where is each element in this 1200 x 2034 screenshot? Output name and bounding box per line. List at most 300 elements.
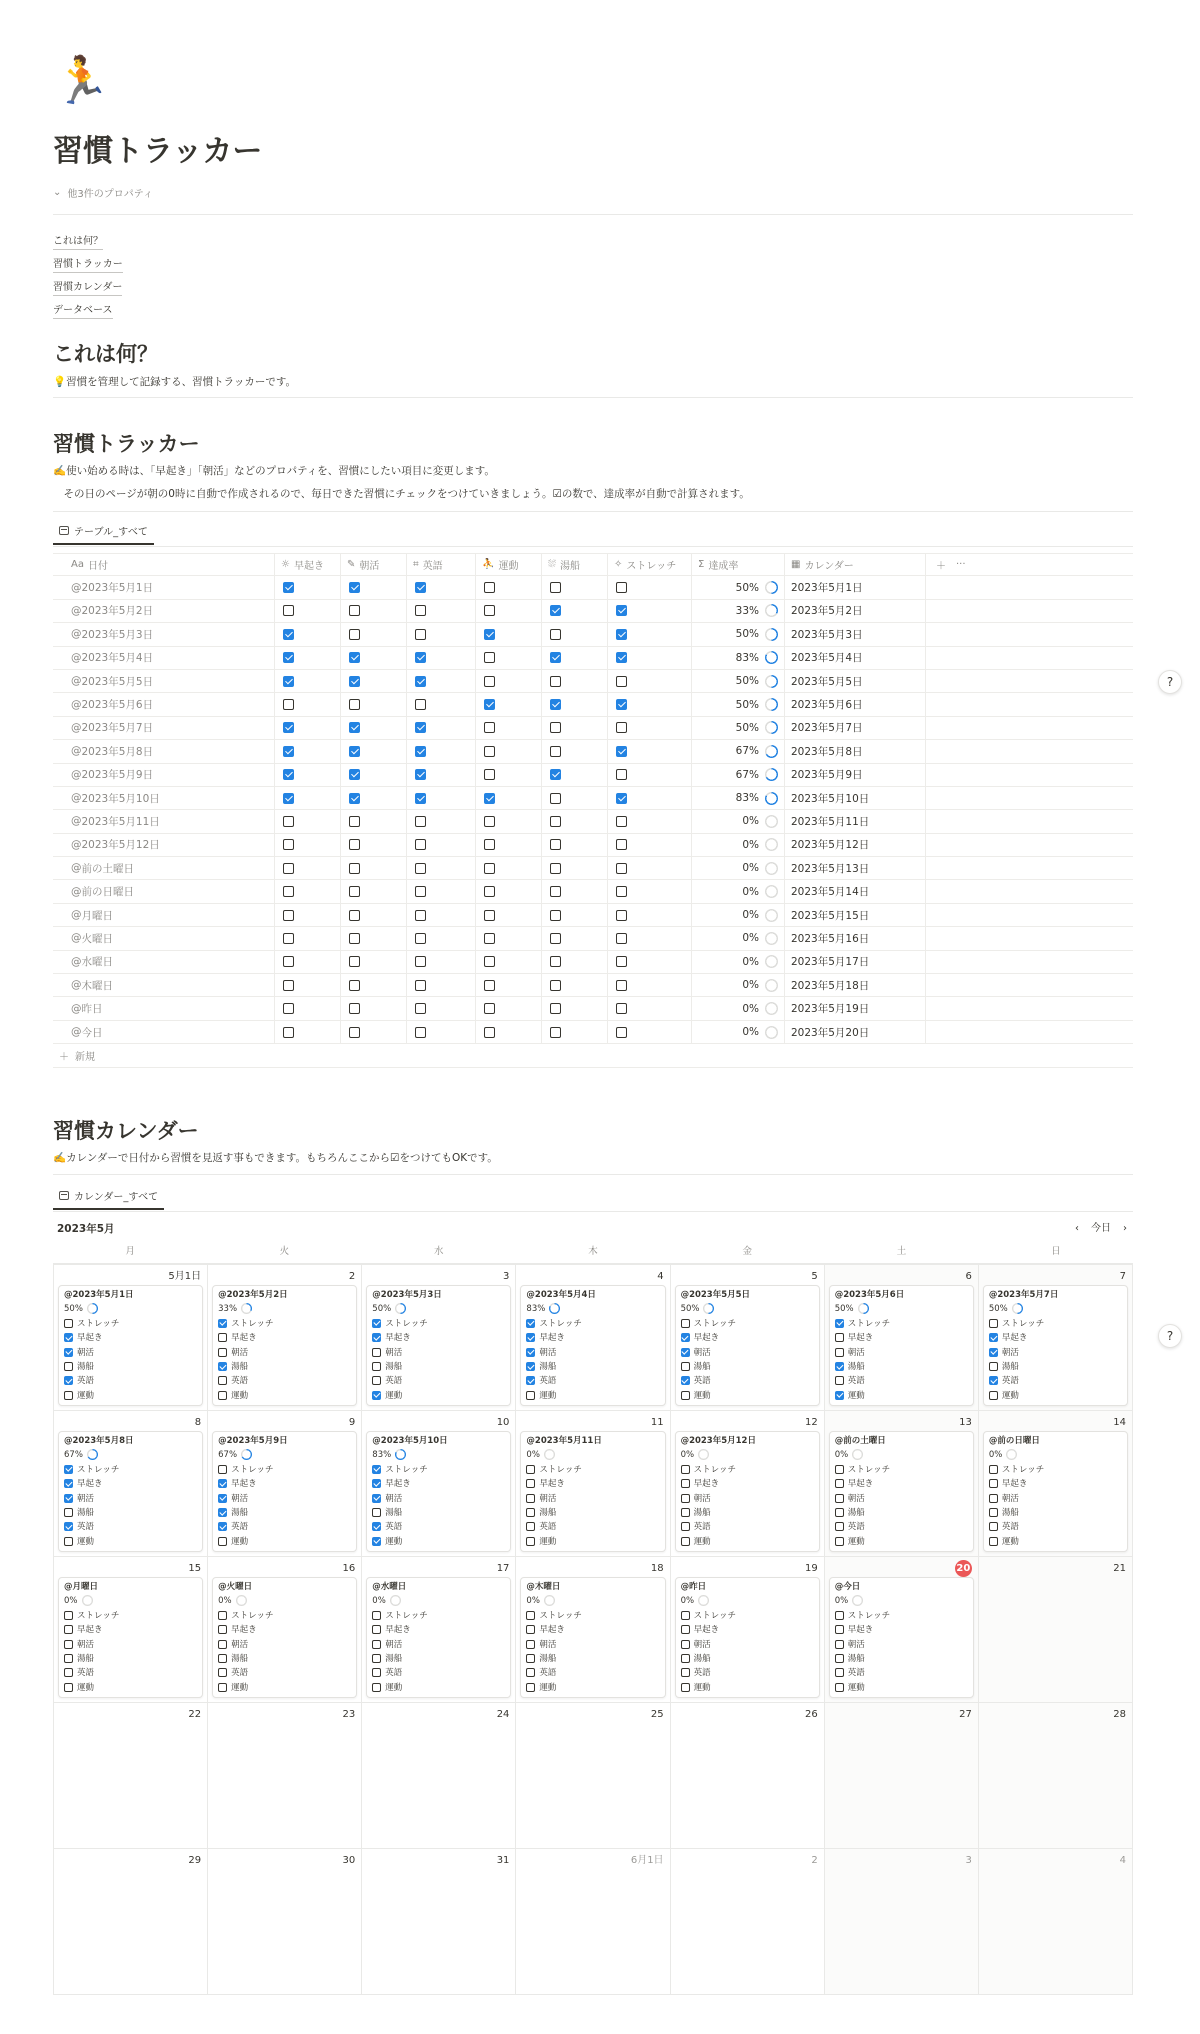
toc-link[interactable]: データベース [53,303,113,319]
habit-checkbox[interactable] [283,816,294,827]
add-column-icon[interactable]: ＋ [936,561,946,573]
calendar-card[interactable] [520,1577,665,1698]
habit-checkbox[interactable] [349,722,360,733]
calendar-date-cell[interactable] [785,693,926,715]
habit-checkbox[interactable] [283,863,294,874]
habit-checkbox[interactable] [349,676,360,687]
habit-checkbox[interactable] [283,652,294,663]
calendar-day[interactable] [671,1703,825,1848]
habit-checkbox[interactable] [218,1683,227,1692]
date-mention[interactable]: 2023年5月9日 [81,769,154,782]
habit-checkbox[interactable] [415,1027,426,1038]
habit-checkbox[interactable] [681,1537,690,1546]
habit-checkbox[interactable] [283,980,294,991]
habit-checkbox[interactable] [550,652,561,663]
habit-checkbox[interactable] [349,582,360,593]
calendar-day[interactable] [825,1557,979,1702]
calendar-day[interactable] [671,1557,825,1702]
habit-checkbox[interactable] [484,933,495,944]
habit-checkbox[interactable] [349,933,360,944]
habit-checkbox[interactable] [484,652,495,663]
habit-checkbox[interactable] [484,769,495,780]
date-cell[interactable] [53,693,275,715]
habit-checkbox[interactable] [64,1376,73,1385]
date-mention[interactable]: 前の日曜日 [81,886,134,899]
date-mention[interactable]: 2023年5月5日 [81,675,154,688]
habit-checkbox[interactable] [835,1479,844,1488]
calendar-day[interactable] [53,1265,208,1410]
table-row[interactable] [53,974,1133,997]
date-cell[interactable] [53,647,275,669]
calendar-card[interactable] [829,1577,974,1698]
habit-checkbox[interactable] [349,699,360,710]
habit-checkbox[interactable] [218,1465,227,1474]
calendar-card[interactable] [58,1577,203,1698]
habit-checkbox[interactable] [616,699,627,710]
calendar-date-cell[interactable] [785,997,926,1019]
date-mention[interactable]: 水曜日 [81,956,113,969]
habit-checkbox[interactable] [349,886,360,897]
habit-checkbox[interactable] [415,793,426,804]
column-header-exercise[interactable] [476,554,542,575]
habit-checkbox[interactable] [218,1654,227,1663]
habit-checkbox[interactable] [616,793,627,804]
date-mention[interactable]: 2023年5月7日 [81,722,154,735]
habit-checkbox[interactable] [484,956,495,967]
habit-checkbox[interactable] [349,816,360,827]
habit-checkbox[interactable] [526,1537,535,1546]
column-header-stretch[interactable] [608,554,692,575]
habit-checkbox[interactable] [526,1479,535,1488]
column-header-english[interactable] [407,554,476,575]
habit-checkbox[interactable] [681,1683,690,1692]
habit-checkbox[interactable] [349,839,360,850]
habit-checkbox[interactable] [989,1522,998,1531]
habit-checkbox[interactable] [550,793,561,804]
habit-checkbox[interactable] [283,769,294,780]
calendar-card[interactable] [520,1285,665,1406]
habit-checkbox[interactable] [550,746,561,757]
habit-checkbox[interactable] [64,1683,73,1692]
habit-checkbox[interactable] [349,746,360,757]
habit-checkbox[interactable] [484,676,495,687]
table-row[interactable] [53,857,1133,880]
habit-checkbox[interactable] [64,1668,73,1677]
habit-checkbox[interactable] [616,652,627,663]
habit-checkbox[interactable] [64,1465,73,1474]
table-row[interactable] [53,951,1133,974]
habit-checkbox[interactable] [64,1362,73,1371]
habit-checkbox[interactable] [526,1522,535,1531]
habit-checkbox[interactable] [681,1668,690,1677]
habit-checkbox[interactable] [835,1668,844,1677]
date-cell[interactable] [53,600,275,622]
column-header-calendar[interactable] [785,554,926,575]
calendar-day[interactable] [979,1265,1133,1410]
habit-checkbox[interactable] [484,886,495,897]
date-cell[interactable] [53,717,275,739]
habit-checkbox[interactable] [681,1654,690,1663]
calendar-card[interactable] [520,1431,665,1552]
habit-checkbox[interactable] [681,1625,690,1634]
calendar-day[interactable] [362,1849,516,1994]
table-row[interactable] [53,600,1133,623]
calendar-day[interactable] [825,1411,979,1556]
date-mention[interactable]: 2023年5月10日 [81,792,160,805]
habit-checkbox[interactable] [349,652,360,663]
habit-checkbox[interactable] [218,1611,227,1620]
habit-checkbox[interactable] [484,793,495,804]
habit-checkbox[interactable] [835,1654,844,1663]
table-row[interactable] [53,740,1133,763]
date-mention[interactable]: 2023年5月2日 [81,605,154,618]
habit-checkbox[interactable] [835,1611,844,1620]
calendar-card[interactable] [366,1285,511,1406]
habit-checkbox[interactable] [64,1640,73,1649]
habit-checkbox[interactable] [550,956,561,967]
habit-checkbox[interactable] [550,910,561,921]
date-cell[interactable] [53,740,275,762]
more-icon[interactable]: ··· [956,559,966,571]
column-header-rate[interactable] [692,554,785,575]
habit-checkbox[interactable] [681,1611,690,1620]
column-header-morning[interactable] [341,554,407,575]
habit-checkbox[interactable] [835,1537,844,1546]
habit-checkbox[interactable] [415,839,426,850]
habit-checkbox[interactable] [283,629,294,640]
habit-checkbox[interactable] [484,722,495,733]
help-button[interactable]: ? [1158,670,1182,694]
habit-checkbox[interactable] [484,1003,495,1014]
new-row-button[interactable] [53,1044,1133,1068]
habit-checkbox[interactable] [64,1611,73,1620]
habit-checkbox[interactable] [218,1522,227,1531]
date-mention[interactable]: 2023年5月1日 [81,582,154,595]
habit-checkbox[interactable] [616,839,627,850]
habit-checkbox[interactable] [283,605,294,616]
calendar-day[interactable] [671,1849,825,1994]
habit-checkbox[interactable] [526,1668,535,1677]
habit-checkbox[interactable] [349,629,360,640]
habit-checkbox[interactable] [526,1333,535,1342]
calendar-date-cell[interactable] [785,857,926,879]
habit-checkbox[interactable] [372,1522,381,1531]
calendar-card[interactable] [212,1577,357,1698]
habit-checkbox[interactable] [372,1333,381,1342]
habit-checkbox[interactable] [349,1027,360,1038]
habit-checkbox[interactable] [526,1494,535,1503]
table-row[interactable] [53,810,1133,833]
calendar-date-cell[interactable] [785,834,926,856]
date-mention[interactable]: 月曜日 [81,909,113,922]
calendar-day[interactable] [516,1557,670,1702]
habit-checkbox[interactable] [64,1494,73,1503]
table-view-tab[interactable] [53,517,154,545]
habit-checkbox[interactable] [681,1465,690,1474]
habit-checkbox[interactable] [64,1654,73,1663]
habit-checkbox[interactable] [681,1640,690,1649]
calendar-date-cell[interactable] [785,764,926,786]
habit-checkbox[interactable] [484,699,495,710]
habit-checkbox[interactable] [550,933,561,944]
habit-checkbox[interactable] [415,863,426,874]
calendar-date-cell[interactable] [785,787,926,809]
habit-checkbox[interactable] [484,1027,495,1038]
habit-checkbox[interactable] [64,1333,73,1342]
habit-checkbox[interactable] [349,605,360,616]
habit-checkbox[interactable] [835,1465,844,1474]
chevron-right-icon[interactable]: › [1123,1223,1127,1234]
calendar-day[interactable] [208,1557,362,1702]
habit-checkbox[interactable] [989,1508,998,1517]
habit-checkbox[interactable] [218,1362,227,1371]
habit-checkbox[interactable] [64,1479,73,1488]
table-row[interactable] [53,997,1133,1020]
habit-checkbox[interactable] [835,1348,844,1357]
habit-checkbox[interactable] [349,910,360,921]
calendar-date-cell[interactable] [785,951,926,973]
calendar-card[interactable] [829,1431,974,1552]
habit-checkbox[interactable] [681,1333,690,1342]
habit-checkbox[interactable] [484,863,495,874]
habit-checkbox[interactable] [372,1537,381,1546]
habit-checkbox[interactable] [415,816,426,827]
habit-checkbox[interactable] [372,1362,381,1371]
habit-checkbox[interactable] [64,1537,73,1546]
column-header-bath[interactable] [542,554,608,575]
habit-checkbox[interactable] [616,746,627,757]
habit-checkbox[interactable] [415,769,426,780]
date-cell[interactable] [53,623,275,645]
date-cell[interactable] [53,670,275,692]
habit-checkbox[interactable] [616,933,627,944]
calendar-card[interactable] [675,1577,820,1698]
habit-checkbox[interactable] [218,1319,227,1328]
habit-checkbox[interactable] [283,582,294,593]
habit-checkbox[interactable] [681,1479,690,1488]
table-row[interactable] [53,576,1133,599]
date-mention[interactable]: 木曜日 [81,979,113,992]
habit-checkbox[interactable] [349,980,360,991]
habit-checkbox[interactable] [218,1348,227,1357]
habit-checkbox[interactable] [550,722,561,733]
habit-checkbox[interactable] [484,746,495,757]
habit-checkbox[interactable] [484,605,495,616]
habit-checkbox[interactable] [415,699,426,710]
habit-checkbox[interactable] [616,816,627,827]
table-row[interactable] [53,693,1133,716]
habit-checkbox[interactable] [283,1027,294,1038]
calendar-date-cell[interactable] [785,740,926,762]
date-cell[interactable] [53,880,275,902]
habit-checkbox[interactable] [989,1376,998,1385]
habit-checkbox[interactable] [415,582,426,593]
date-cell[interactable] [53,927,275,949]
habit-checkbox[interactable] [526,1611,535,1620]
habit-checkbox[interactable] [550,676,561,687]
habit-checkbox[interactable] [616,1027,627,1038]
habit-checkbox[interactable] [283,910,294,921]
habit-checkbox[interactable] [550,863,561,874]
table-row[interactable] [53,787,1133,810]
habit-checkbox[interactable] [415,652,426,663]
habit-checkbox[interactable] [681,1319,690,1328]
habit-checkbox[interactable] [835,1494,844,1503]
calendar-day[interactable] [671,1265,825,1410]
habit-checkbox[interactable] [526,1654,535,1663]
habit-checkbox[interactable] [283,722,294,733]
calendar-date-cell[interactable] [785,1021,926,1043]
column-header-date[interactable] [53,554,275,575]
habit-checkbox[interactable] [372,1348,381,1357]
calendar-day[interactable] [362,1703,516,1848]
calendar-day[interactable] [208,1411,362,1556]
page-title[interactable]: 習慣トラッカー [53,134,263,169]
habit-checkbox[interactable] [681,1508,690,1517]
calendar-day[interactable] [516,1849,670,1994]
habit-checkbox[interactable] [550,839,561,850]
calendar-card[interactable] [212,1285,357,1406]
habit-checkbox[interactable] [415,605,426,616]
date-mention[interactable]: 2023年5月12日 [81,839,160,852]
calendar-card[interactable] [366,1577,511,1698]
habit-checkbox[interactable] [372,1611,381,1620]
habit-checkbox[interactable] [372,1479,381,1488]
habit-checkbox[interactable] [415,956,426,967]
habit-checkbox[interactable] [349,769,360,780]
habit-checkbox[interactable] [616,1003,627,1014]
calendar-day[interactable] [208,1265,362,1410]
habit-checkbox[interactable] [415,676,426,687]
date-mention[interactable]: 2023年5月8日 [81,745,154,758]
habit-checkbox[interactable] [283,793,294,804]
toc-link[interactable]: 習慣トラッカー [53,257,123,273]
habit-checkbox[interactable] [218,1625,227,1634]
habit-checkbox[interactable] [372,1376,381,1385]
table-row[interactable] [53,904,1133,927]
habit-checkbox[interactable] [372,1668,381,1677]
habit-checkbox[interactable] [616,886,627,897]
date-cell[interactable] [53,810,275,832]
habit-checkbox[interactable] [616,629,627,640]
habit-checkbox[interactable] [526,1348,535,1357]
calendar-day[interactable] [208,1849,362,1994]
habit-checkbox[interactable] [989,1333,998,1342]
habit-checkbox[interactable] [484,980,495,991]
calendar-day[interactable] [362,1411,516,1556]
habit-checkbox[interactable] [484,629,495,640]
habit-checkbox[interactable] [218,1479,227,1488]
calendar-date-cell[interactable] [785,810,926,832]
calendar-date-cell[interactable] [785,880,926,902]
habit-checkbox[interactable] [835,1508,844,1517]
calendar-day[interactable] [825,1703,979,1848]
table-row[interactable] [53,927,1133,950]
calendar-date-cell[interactable] [785,576,926,598]
date-mention[interactable]: 2023年5月4日 [81,652,154,665]
habit-checkbox[interactable] [835,1683,844,1692]
habit-checkbox[interactable] [681,1376,690,1385]
date-cell[interactable] [53,857,275,879]
calendar-day[interactable] [516,1265,670,1410]
habit-checkbox[interactable] [989,1319,998,1328]
habit-checkbox[interactable] [616,769,627,780]
habit-checkbox[interactable] [484,910,495,921]
habit-checkbox[interactable] [64,1625,73,1634]
date-cell[interactable] [53,764,275,786]
habit-checkbox[interactable] [616,722,627,733]
habit-checkbox[interactable] [526,1625,535,1634]
habit-checkbox[interactable] [616,956,627,967]
habit-checkbox[interactable] [526,1508,535,1517]
habit-checkbox[interactable] [526,1683,535,1692]
habit-checkbox[interactable] [415,933,426,944]
habit-checkbox[interactable] [64,1508,73,1517]
habit-checkbox[interactable] [835,1640,844,1649]
date-mention[interactable]: 前の土曜日 [81,862,134,875]
habit-checkbox[interactable] [526,1362,535,1371]
date-mention[interactable]: 2023年5月11日 [81,815,160,828]
habit-checkbox[interactable] [989,1391,998,1400]
calendar-day[interactable] [53,1849,208,1994]
calendar-day[interactable] [979,1411,1133,1556]
habit-checkbox[interactable] [218,1376,227,1385]
calendar-card[interactable] [983,1285,1128,1406]
calendar-day[interactable] [53,1411,208,1556]
habit-checkbox[interactable] [64,1391,73,1400]
calendar-date-cell[interactable] [785,904,926,926]
toc-link[interactable]: これは何？ [53,234,103,250]
habit-checkbox[interactable] [415,886,426,897]
calendar-date-cell[interactable] [785,717,926,739]
habit-checkbox[interactable] [415,980,426,991]
table-row[interactable] [53,623,1133,646]
habit-checkbox[interactable] [550,1027,561,1038]
column-header-wake[interactable] [275,554,341,575]
habit-checkbox[interactable] [283,676,294,687]
date-cell[interactable] [53,1021,275,1043]
calendar-date-cell[interactable] [785,927,926,949]
habit-checkbox[interactable] [835,1625,844,1634]
habit-checkbox[interactable] [989,1465,998,1474]
habit-checkbox[interactable] [349,1003,360,1014]
habit-checkbox[interactable] [283,956,294,967]
habit-checkbox[interactable] [526,1391,535,1400]
date-mention[interactable]: 昨日 [81,1003,103,1016]
habit-checkbox[interactable] [372,1683,381,1692]
habit-checkbox[interactable] [835,1376,844,1385]
habit-checkbox[interactable] [526,1640,535,1649]
habit-checkbox[interactable] [218,1494,227,1503]
habit-checkbox[interactable] [484,816,495,827]
date-cell[interactable] [53,787,275,809]
habit-checkbox[interactable] [681,1494,690,1503]
habit-checkbox[interactable] [372,1319,381,1328]
habit-checkbox[interactable] [835,1522,844,1531]
habit-checkbox[interactable] [835,1319,844,1328]
habit-checkbox[interactable] [64,1522,73,1531]
habit-checkbox[interactable] [550,769,561,780]
habit-checkbox[interactable] [283,699,294,710]
habit-checkbox[interactable] [616,910,627,921]
date-cell[interactable] [53,576,275,598]
habit-checkbox[interactable] [550,605,561,616]
habit-checkbox[interactable] [372,1494,381,1503]
calendar-day[interactable] [979,1849,1133,1994]
habit-checkbox[interactable] [218,1537,227,1546]
calendar-card[interactable] [58,1285,203,1406]
calendar-day[interactable] [362,1265,516,1410]
